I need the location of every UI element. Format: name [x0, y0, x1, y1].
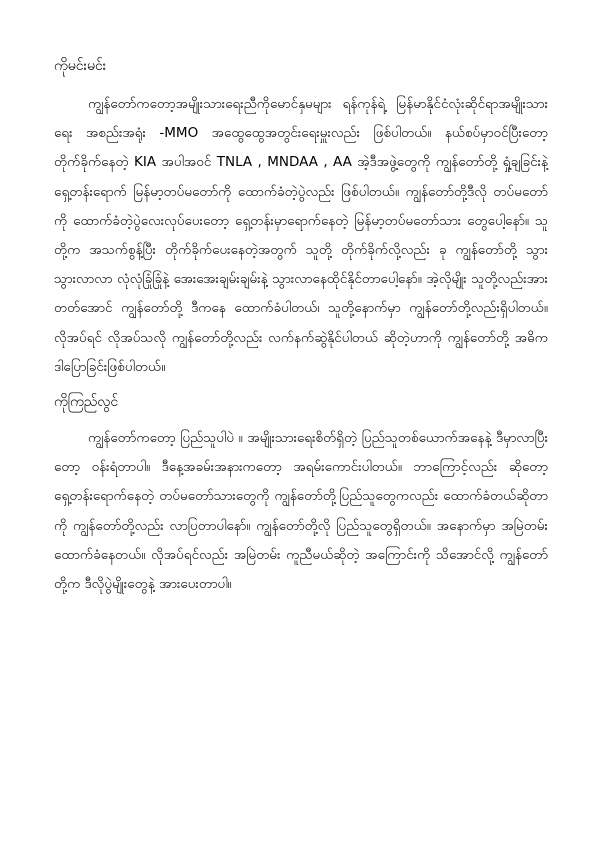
- speaker-1-statement: ကျွန်တော်ကတော့အမျိုးသားရေးညီကိုမောင်နှမများ ရန်ကုန်ရဲ့ မြန်မာနိုင်ငံလုံးဆိုင်ရာအမျိုးသားရေး အစည်းအရုံး -MMO အထွေထွေအတွင်းရေးမှူးလည်း ဖြစ်ပါတယ်။ နယ်စပ်မှာဝင်ပြီးတော့ တိုက်ခိုက်နေတဲ့ KIA အပါအဝင် TNLA , MNDAA , AA အဲ့ဒီအဖွဲ့တွေကို ကျွန်တော်တို့ ရှုံ့ချခြင်းနဲ့ ရှေ့တန်းရောက် မြန်မာ့တပ်မတော်ကို ထောက်ခံတဲ့ပွဲလည်း ဖြစ်ပါတယ်။ ကျွန်တော်တို့ဒီလို တပ်မတော်ကို ထောက်ခံတဲ့ပွဲလေးလုပ်ပေးတော့ ရှေ့တန်းမှာရောက်နေတဲ့ မြန်မာ့တပ်မတော်သား တွေပေါ့နော်။ သူတို့က အသက်စွန့်ပြီး တိုက်ခိုက်ပေးနေတဲ့အတွက် သူတို့ တိုက်ခိုက်လို့လည်း ခု ကျွန်တော်တို့ သွားသွားလာလာ လုံလုံခြုံခြုံနဲ့ အေးအေးချမ်းချမ်းနဲ့ သွားလာနေထိုင်နိုင်တာပေါ့နော်။ အဲ့လိုမျိုး သူတို့လည်းအားတတ်အောင် ကျွန်တော်တို့ ဒီကနေ ထောက်ခံပါတယ်၊ သူတို့နောက်မှာ ကျွန်တော်တို့လည်းရှိပါတယ်။ လိုအပ်ရင် လိုအပ်သလို ကျွန်တော်တို့လည်း လက်နက်ဆွဲနိုင်ပါတယ် ဆိုတဲ့ဟာကို ကျွန်တော်တို့ အဓိက ဒါပြောခြင်းဖြစ်ပါတယ်။: [54, 96, 548, 375]
- document-page: [54, 50, 548, 599]
- speaker-name-2: ကိုကြည်လွင်: [54, 394, 119, 411]
- speaker-name-1: ကိုမင်းမင်း: [54, 58, 107, 74]
- speaker-2-statement: ကျွန်တော်ကတော့ ပြည်သူပါပဲ ။ အမျိုးသားရေးစိတ်ရှိတဲ့ ပြည်သူတစ်ယောက်အနေနဲ့ ဒီမှာလာပြီးတော့ ဝန်းရံတာပါ။ ဒီနေ့အခမ်းအနားကတော့ အရမ်းကောင်းပါတယ်။ ဘာကြောင့်လည်း ဆိုတော့ ရှေ့တန်းရောက်နေတဲ့ တပ်မတော်သားတွေကို ကျွန်တော်တို့ပြည်သူတွေကလည်း ထောက်ခံတယ်ဆိုတာကို ကျွန်တော်တို့လည်း လာပြတာပါနော်။ ကျွန်တော်တို့လို ပြည်သူတွေရှိတယ်။ အနောက်မှာ အမြဲတမ်း ထောက်ခံနေတယ်။ လိုအပ်ရင်လည်း အမြဲတမ်း ကူညီမယ်ဆိုတဲ့ အကြောင်းကို သိအောင်လို့ ကျွန်တော်တို့က ဒီလိုပွဲမျိုးတွေနဲ့ အားပေးတာပါ။: [54, 430, 548, 593]
